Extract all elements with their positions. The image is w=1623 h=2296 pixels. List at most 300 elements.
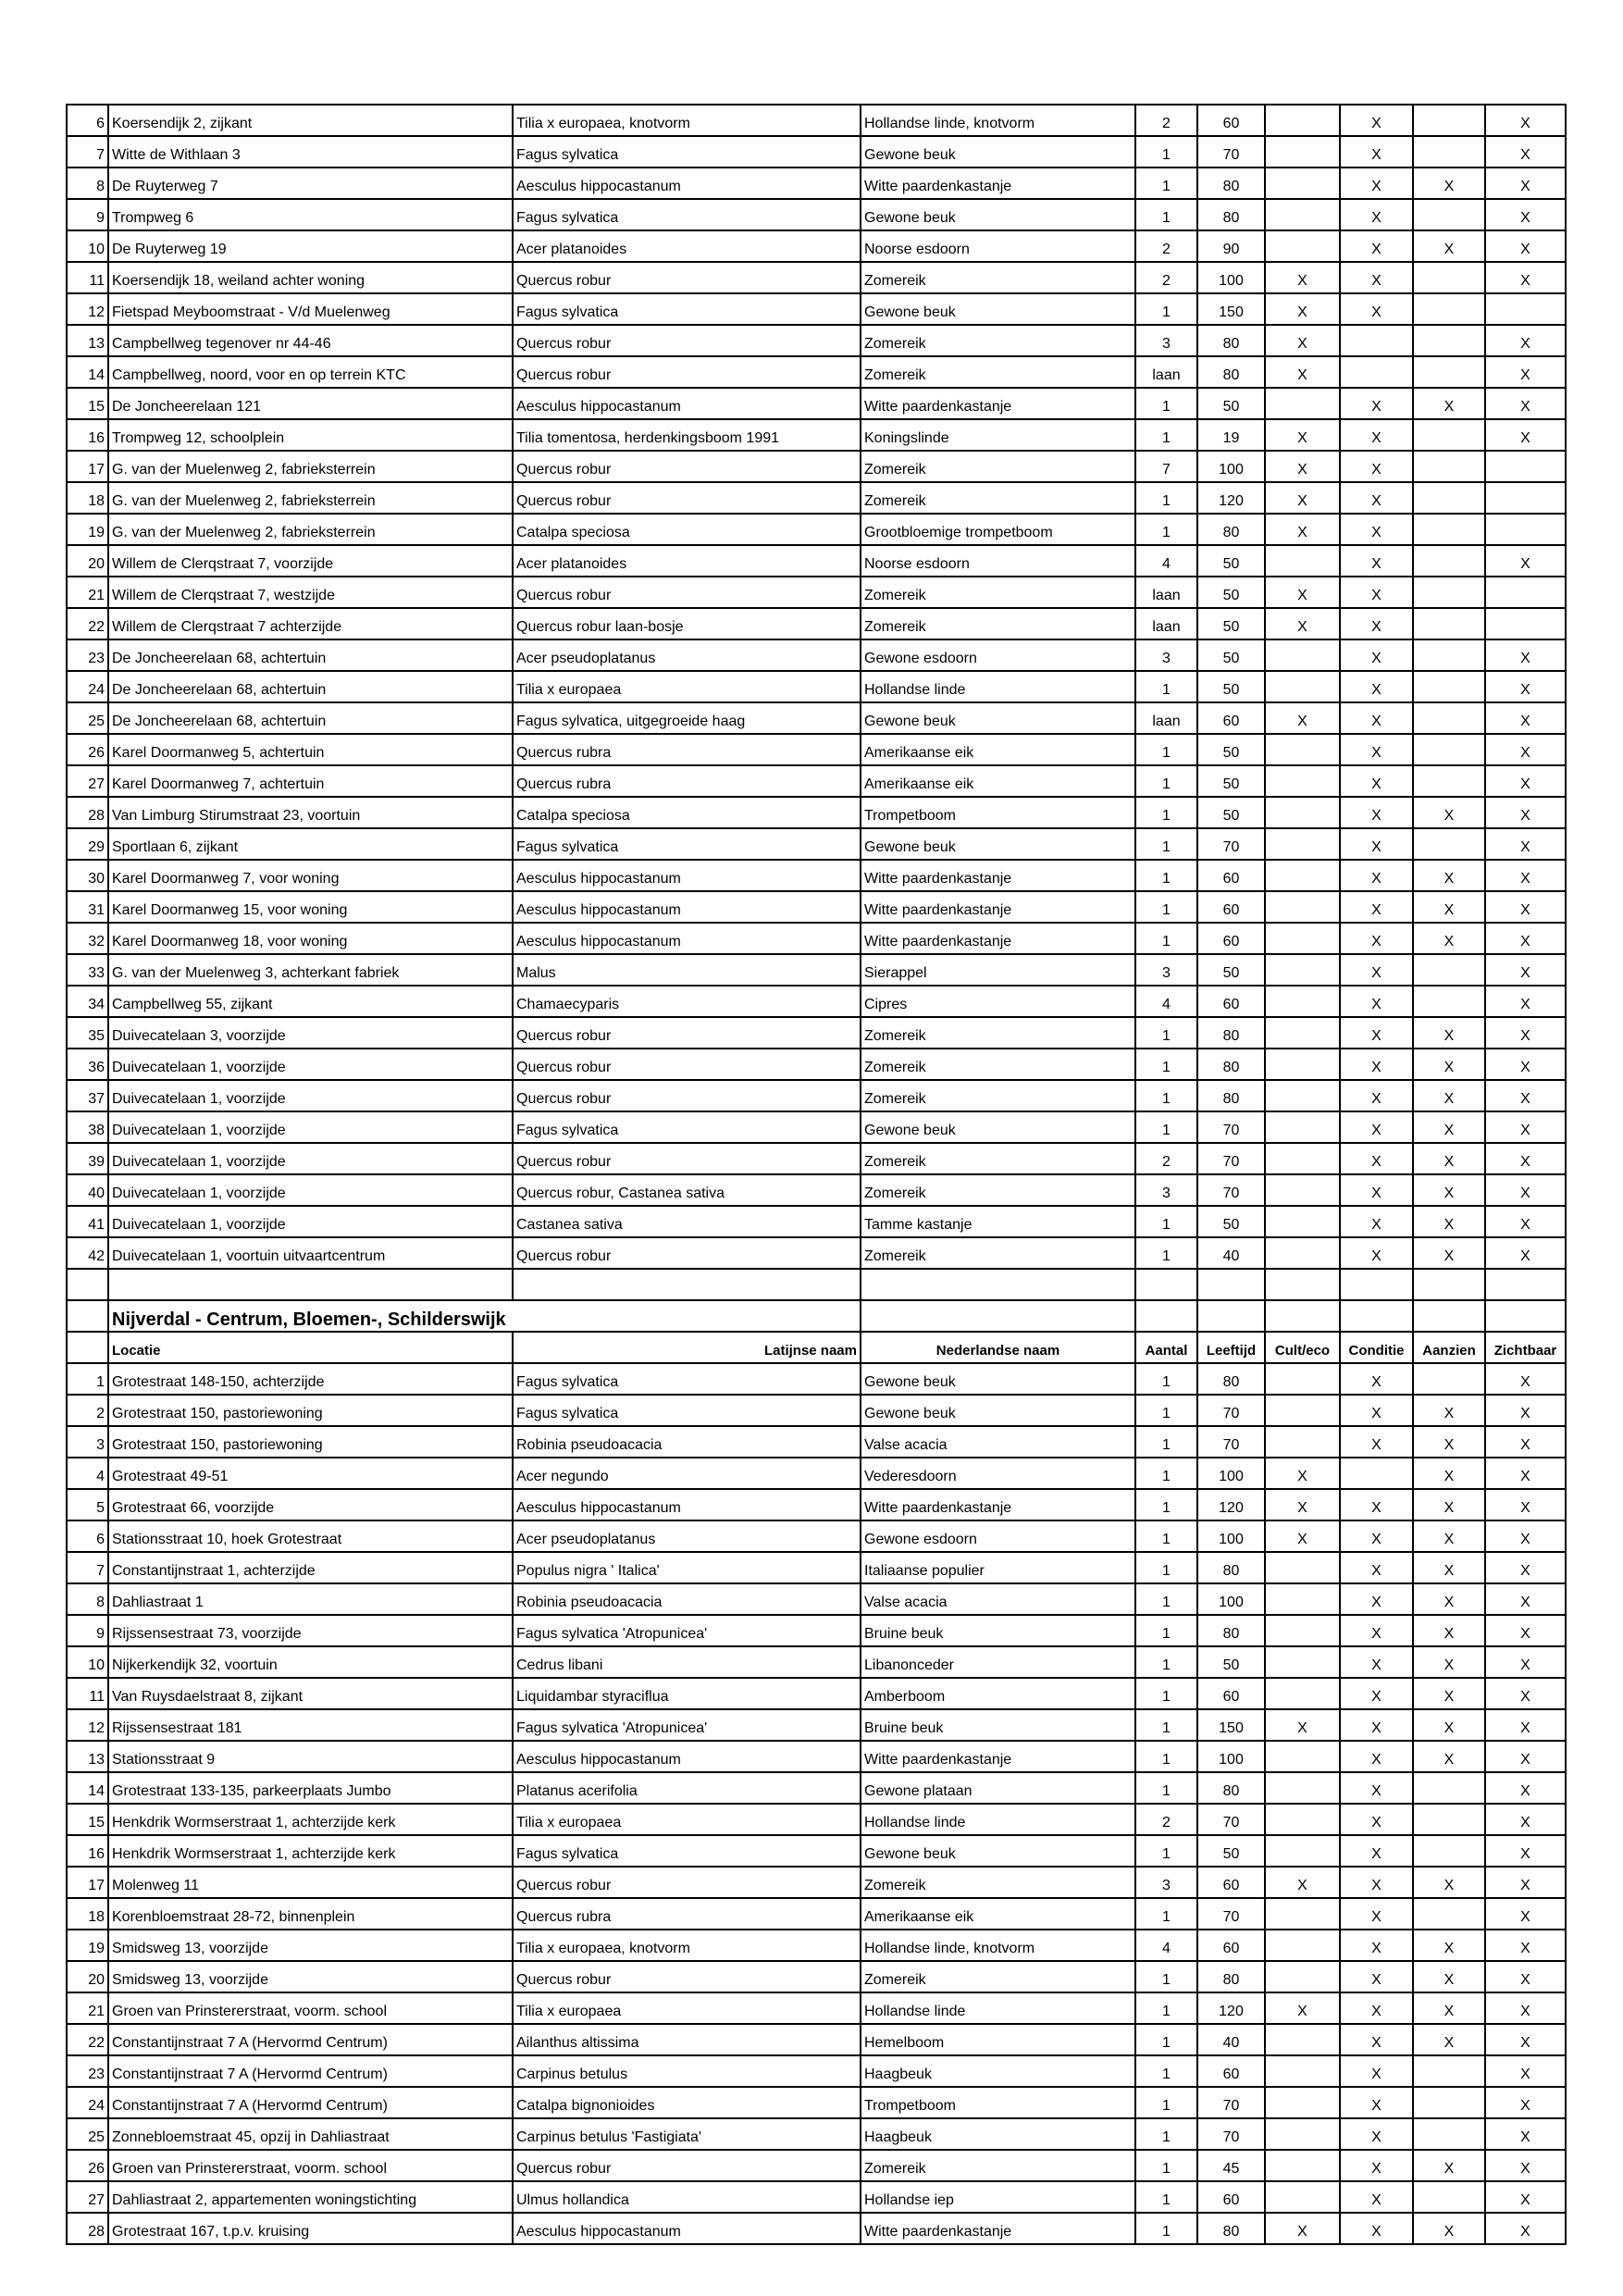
nederlandse-naam-cell: Hollandse iep [861,2181,1135,2213]
row-number: 7 [67,1552,108,1583]
locatie-cell: Van Limburg Stirumstraat 23, voortuin [108,797,513,828]
zichtbaar-mark [1485,451,1566,482]
aanzien-mark [1413,451,1485,482]
latijnse-naam-cell: Fagus sylvatica [513,1363,861,1395]
table-row [67,797,1566,828]
row-number: 14 [67,1772,108,1804]
row-number: 23 [67,2055,108,2087]
latijnse-naam-cell: Quercus robur [513,1237,861,1269]
locatie-cell: G. van der Muelenweg 3, achterkant fabriek [108,954,513,986]
leeftijd-cell: 50 [1197,765,1265,797]
zichtbaar-mark: X [1485,262,1566,293]
conditie-mark: X [1340,1395,1413,1426]
aanzien-mark [1413,325,1485,356]
aantal-cell: 1 [1135,1111,1197,1143]
aantal-cell: 1 [1135,1395,1197,1426]
table-row [67,230,1566,262]
aanzien-mark [1413,262,1485,293]
nederlandse-naam-cell: Gewone beuk [861,136,1135,168]
locatie-cell: Duivecatelaan 1, voorzijde [108,1143,513,1174]
aanzien-mark [1413,2118,1485,2150]
row-number: 19 [67,514,108,545]
conditie-mark: X [1340,1646,1413,1678]
row-number: 15 [67,388,108,419]
table-row [67,1961,1566,1992]
aantal-cell: 1 [1135,2150,1197,2181]
conditie-mark: X [1340,1804,1413,1835]
latijnse-naam-cell: Quercus robur [513,325,861,356]
locatie-cell: Grotestraat 133-135, parkeerplaats Jumbo [108,1772,513,1804]
zichtbaar-mark: X [1485,797,1566,828]
conditie-mark: X [1340,1835,1413,1867]
table-row [67,482,1566,514]
nederlandse-naam-cell: Hollandse linde, knotvorm [861,1930,1135,1961]
leeftijd-cell: 40 [1197,2024,1265,2055]
latijnse-naam-cell: Aesculus hippocastanum [513,388,861,419]
cult-eco-mark [1265,671,1340,702]
aanzien-mark: X [1413,168,1485,199]
zichtbaar-mark [1485,482,1566,514]
conditie-mark: X [1340,1206,1413,1237]
blank-cell [861,1269,1135,1300]
nederlandse-naam-cell: Hollandse linde [861,1992,1135,2024]
cult-eco-mark [1265,1930,1340,1961]
conditie-mark: X [1340,1363,1413,1395]
table-row [67,1615,1566,1646]
locatie-cell: De Joncheerelaan 121 [108,388,513,419]
table-row [67,1930,1566,1961]
leeftijd-cell: 100 [1197,1583,1265,1615]
leeftijd-cell: 70 [1197,1143,1265,1174]
row-number: 31 [67,891,108,923]
aanzien-mark [1413,1772,1485,1804]
row-number: 9 [67,1615,108,1646]
row-number: 34 [67,986,108,1017]
table-row [67,1552,1566,1583]
cult-eco-mark: X [1265,1992,1340,2024]
zichtbaar-mark: X [1485,199,1566,230]
locatie-cell: Henkdrik Wormserstraat 1, achterzijde kerk [108,1835,513,1867]
conditie-mark: X [1340,1520,1413,1552]
cult-eco-mark [1265,1835,1340,1867]
latijnse-naam-cell: Fagus sylvatica 'Atropunicea' [513,1615,861,1646]
table-row [67,105,1566,136]
cult-eco-mark [1265,545,1340,577]
header-aanzien: Aanzien [1413,1332,1485,1363]
locatie-cell: Grotestraat 150, pastoriewoning [108,1395,513,1426]
nederlandse-naam-cell: Italiaanse populier [861,1552,1135,1583]
aanzien-mark: X [1413,1049,1485,1080]
zichtbaar-mark: X [1485,105,1566,136]
row-number: 27 [67,765,108,797]
conditie-mark: X [1340,860,1413,891]
aanzien-mark [1413,356,1485,388]
zichtbaar-mark: X [1485,1552,1566,1583]
latijnse-naam-cell: Quercus robur [513,262,861,293]
aantal-cell: 1 [1135,2213,1197,2244]
latijnse-naam-cell: Chamaecyparis [513,986,861,1017]
latijnse-naam-cell: Tilia x europaea [513,671,861,702]
table-row [67,1426,1566,1458]
aanzien-mark: X [1413,1867,1485,1898]
row-number: 17 [67,1867,108,1898]
blank-cell [1265,1269,1340,1300]
aanzien-mark: X [1413,1017,1485,1049]
row-number: 26 [67,2150,108,2181]
locatie-cell: Karel Doormanweg 5, achtertuin [108,734,513,765]
latijnse-naam-cell: Acer negundo [513,1458,861,1489]
aanzien-mark: X [1413,1237,1485,1269]
aanzien-mark: X [1413,1206,1485,1237]
zichtbaar-mark: X [1485,325,1566,356]
row-number: 41 [67,1206,108,1237]
aantal-cell: 1 [1135,1615,1197,1646]
latijnse-naam-cell: Acer platanoides [513,545,861,577]
locatie-cell: Dahliastraat 1 [108,1583,513,1615]
conditie-mark: X [1340,1143,1413,1174]
cult-eco-mark [1265,639,1340,671]
latijnse-naam-cell: Castanea sativa [513,1206,861,1237]
row-number: 25 [67,2118,108,2150]
aantal-cell: 3 [1135,954,1197,986]
nederlandse-naam-cell: Zomereik [861,325,1135,356]
blank-cell [1413,1300,1485,1332]
locatie-cell: Witte de Withlaan 3 [108,136,513,168]
nederlandse-naam-cell: Sierappel [861,954,1135,986]
aantal-cell: laan [1135,577,1197,608]
conditie-mark: X [1340,1930,1413,1961]
row-number: 36 [67,1049,108,1080]
row-number: 30 [67,860,108,891]
blank-cell [67,1332,108,1363]
aanzien-mark [1413,293,1485,325]
table-row [67,262,1566,293]
leeftijd-cell: 150 [1197,293,1265,325]
aanzien-mark: X [1413,388,1485,419]
zichtbaar-mark: X [1485,419,1566,451]
cult-eco-mark [1265,230,1340,262]
table-row [67,1143,1566,1174]
table-row [67,702,1566,734]
latijnse-naam-cell: Ulmus hollandica [513,2181,861,2213]
leeftijd-cell: 50 [1197,671,1265,702]
aantal-cell: laan [1135,702,1197,734]
row-number: 16 [67,1835,108,1867]
nederlandse-naam-cell: Trompetboom [861,2087,1135,2118]
aanzien-mark: X [1413,1489,1485,1520]
nederlandse-naam-cell: Gewone beuk [861,1363,1135,1395]
nederlandse-naam-cell: Gewone esdoorn [861,1520,1135,1552]
leeftijd-cell: 60 [1197,860,1265,891]
locatie-cell: Sportlaan 6, zijkant [108,828,513,860]
leeftijd-cell: 50 [1197,1835,1265,1867]
aanzien-mark: X [1413,1678,1485,1709]
zichtbaar-mark: X [1485,1867,1566,1898]
aanzien-mark [1413,2181,1485,2213]
cult-eco-mark [1265,2181,1340,2213]
table-row [67,356,1566,388]
nederlandse-naam-cell: Grootbloemige trompetboom [861,514,1135,545]
zichtbaar-mark: X [1485,1835,1566,1867]
nederlandse-naam-cell: Zomereik [861,1143,1135,1174]
cult-eco-mark: X [1265,356,1340,388]
cult-eco-mark [1265,734,1340,765]
nederlandse-naam-cell: Gewone beuk [861,1835,1135,1867]
latijnse-naam-cell: Carpinus betulus [513,2055,861,2087]
conditie-mark: X [1340,1772,1413,1804]
conditie-mark: X [1340,1552,1413,1583]
cult-eco-mark [1265,1237,1340,1269]
leeftijd-cell: 120 [1197,1992,1265,2024]
leeftijd-cell: 80 [1197,325,1265,356]
cult-eco-mark [1265,1395,1340,1426]
zichtbaar-mark: X [1485,1898,1566,1930]
locatie-cell: De Joncheerelaan 68, achtertuin [108,671,513,702]
cult-eco-mark [1265,954,1340,986]
locatie-cell: Nijkerkendijk 32, voortuin [108,1646,513,1678]
aantal-cell: 1 [1135,388,1197,419]
row-number: 3 [67,1426,108,1458]
aantal-cell: 4 [1135,1930,1197,1961]
leeftijd-cell: 70 [1197,828,1265,860]
zichtbaar-mark: X [1485,136,1566,168]
zichtbaar-mark: X [1485,1458,1566,1489]
locatie-cell: Rijssensestraat 73, voorzijde [108,1615,513,1646]
leeftijd-cell: 60 [1197,702,1265,734]
nederlandse-naam-cell: Hollandse linde [861,671,1135,702]
nederlandse-naam-cell: Witte paardenkastanje [861,1489,1135,1520]
row-number: 19 [67,1930,108,1961]
aantal-cell: 1 [1135,1237,1197,1269]
aantal-cell: 3 [1135,639,1197,671]
conditie-mark: X [1340,671,1413,702]
latijnse-naam-cell: Quercus rubra [513,734,861,765]
row-number: 23 [67,639,108,671]
locatie-cell: Duivecatelaan 3, voorzijde [108,1017,513,1049]
cult-eco-mark [1265,828,1340,860]
aantal-cell: laan [1135,608,1197,639]
leeftijd-cell: 80 [1197,2213,1265,2244]
aantal-cell: 1 [1135,1520,1197,1552]
cult-eco-mark [1265,1017,1340,1049]
nederlandse-naam-cell: Witte paardenkastanje [861,2213,1135,2244]
latijnse-naam-cell: Fagus sylvatica [513,136,861,168]
aanzien-mark: X [1413,2213,1485,2244]
zichtbaar-mark: X [1485,2181,1566,2213]
latijnse-naam-cell: Robinia pseudoacacia [513,1426,861,1458]
conditie-mark: X [1340,1080,1413,1111]
nederlandse-naam-cell: Valse acacia [861,1426,1135,1458]
zichtbaar-mark: X [1485,891,1566,923]
nederlandse-naam-cell: Gewone esdoorn [861,639,1135,671]
blank-cell [1135,1269,1197,1300]
cult-eco-mark [1265,1426,1340,1458]
row-number: 12 [67,1709,108,1741]
section-2-rows [67,1363,1566,2244]
nederlandse-naam-cell: Amberboom [861,1678,1135,1709]
table-row [67,514,1566,545]
leeftijd-cell: 150 [1197,1709,1265,1741]
leeftijd-cell: 80 [1197,1552,1265,1583]
aanzien-mark [1413,482,1485,514]
table-row [67,986,1566,1017]
locatie-cell: Grotestraat 167, t.p.v. kruising [108,2213,513,2244]
row-number: 22 [67,2024,108,2055]
conditie-mark [1340,325,1413,356]
table-row [67,2055,1566,2087]
aanzien-mark [1413,419,1485,451]
table-row [67,1206,1566,1237]
nederlandse-naam-cell: Zomereik [861,1017,1135,1049]
conditie-mark: X [1340,545,1413,577]
table-row [67,828,1566,860]
zichtbaar-mark: X [1485,954,1566,986]
table-row [67,2024,1566,2055]
table-row [67,545,1566,577]
aantal-cell: 2 [1135,230,1197,262]
latijnse-naam-cell: Quercus robur [513,1080,861,1111]
latijnse-naam-cell: Aesculus hippocastanum [513,891,861,923]
table-row [67,419,1566,451]
table-row [67,1458,1566,1489]
tree-inventory-table [66,104,1567,2245]
nederlandse-naam-cell: Zomereik [861,1080,1135,1111]
leeftijd-cell: 80 [1197,1961,1265,1992]
conditie-mark: X [1340,1867,1413,1898]
latijnse-naam-cell: Fagus sylvatica [513,1395,861,1426]
cult-eco-mark [1265,1741,1340,1772]
cult-eco-mark [1265,1143,1340,1174]
zichtbaar-mark: X [1485,388,1566,419]
nederlandse-naam-cell: Hollandse linde [861,1804,1135,1835]
header-zichtbaar: Zichtbaar [1485,1332,1566,1363]
conditie-mark: X [1340,2118,1413,2150]
locatie-cell: Rijssensestraat 181 [108,1709,513,1741]
blank-cell [1135,1300,1197,1332]
leeftijd-cell: 60 [1197,2181,1265,2213]
cult-eco-mark: X [1265,262,1340,293]
zichtbaar-mark: X [1485,1049,1566,1080]
latijnse-naam-cell: Acer pseudoplatanus [513,1520,861,1552]
cult-eco-mark [1265,1049,1340,1080]
row-number: 16 [67,419,108,451]
aantal-cell: 1 [1135,1741,1197,1772]
leeftijd-cell: 60 [1197,1678,1265,1709]
row-number: 25 [67,702,108,734]
row-number: 40 [67,1174,108,1206]
zichtbaar-mark: X [1485,1143,1566,1174]
aanzien-mark: X [1413,1741,1485,1772]
leeftijd-cell: 100 [1197,451,1265,482]
row-number: 29 [67,828,108,860]
conditie-mark: X [1340,1615,1413,1646]
aanzien-mark: X [1413,1111,1485,1143]
aantal-cell: 1 [1135,860,1197,891]
zichtbaar-mark: X [1485,2150,1566,2181]
aantal-cell: 2 [1135,105,1197,136]
aantal-cell: 4 [1135,545,1197,577]
table-row [67,1646,1566,1678]
blank-cell [67,1300,108,1332]
aanzien-mark: X [1413,923,1485,954]
locatie-cell: Campbellweg 55, zijkant [108,986,513,1017]
header-cult-eco: Cult/eco [1265,1332,1340,1363]
row-number: 17 [67,451,108,482]
latijnse-naam-cell: Malus [513,954,861,986]
conditie-mark: X [1340,828,1413,860]
table-row [67,2213,1566,2244]
conditie-mark: X [1340,954,1413,986]
cult-eco-mark: X [1265,325,1340,356]
locatie-cell: Willem de Clerqstraat 7 achterzijde [108,608,513,639]
aantal-cell: 2 [1135,1804,1197,1835]
conditie-mark: X [1340,451,1413,482]
aantal-cell: 1 [1135,1898,1197,1930]
table-row [67,136,1566,168]
leeftijd-cell: 60 [1197,1867,1265,1898]
locatie-cell: De Joncheerelaan 68, achtertuin [108,702,513,734]
row-number: 21 [67,577,108,608]
locatie-cell: Duivecatelaan 1, voorzijde [108,1206,513,1237]
conditie-mark: X [1340,293,1413,325]
cult-eco-mark [1265,765,1340,797]
aanzien-mark: X [1413,1930,1485,1961]
table-row [67,1772,1566,1804]
aanzien-mark [1413,671,1485,702]
nederlandse-naam-cell: Libanonceder [861,1646,1135,1678]
zichtbaar-mark: X [1485,1174,1566,1206]
nederlandse-naam-cell: Zomereik [861,482,1135,514]
aanzien-mark: X [1413,1583,1485,1615]
locatie-cell: G. van der Muelenweg 2, fabrieksterrein [108,514,513,545]
zichtbaar-mark: X [1485,1804,1566,1835]
conditie-mark: X [1340,1049,1413,1080]
conditie-mark: X [1340,1961,1413,1992]
latijnse-naam-cell: Fagus sylvatica [513,828,861,860]
row-number: 7 [67,136,108,168]
cult-eco-mark [1265,1678,1340,1709]
latijnse-naam-cell: Ailanthus altissima [513,2024,861,2055]
table-row [67,1080,1566,1111]
aanzien-mark [1413,954,1485,986]
latijnse-naam-cell: Cedrus libani [513,1646,861,1678]
latijnse-naam-cell: Aesculus hippocastanum [513,923,861,954]
header-nederlandse-naam: Nederlandse naam [861,1332,1135,1363]
table-row [67,1678,1566,1709]
nederlandse-naam-cell: Bruine beuk [861,1709,1135,1741]
locatie-cell: Grotestraat 49-51 [108,1458,513,1489]
table-row [67,2087,1566,2118]
zichtbaar-mark: X [1485,2118,1566,2150]
locatie-cell: Dahliastraat 2, appartementen woningstichting [108,2181,513,2213]
latijnse-naam-cell: Quercus robur [513,356,861,388]
zichtbaar-mark: X [1485,1363,1566,1395]
leeftijd-cell: 80 [1197,1049,1265,1080]
table-row [67,1174,1566,1206]
cult-eco-mark [1265,1174,1340,1206]
latijnse-naam-cell: Aesculus hippocastanum [513,2213,861,2244]
aanzien-mark: X [1413,230,1485,262]
table-row [67,2181,1566,2213]
table-row [67,1363,1566,1395]
latijnse-naam-cell: Fagus sylvatica [513,199,861,230]
zichtbaar-mark: X [1485,1646,1566,1678]
aanzien-mark: X [1413,1709,1485,1741]
blank-cell [1197,1269,1265,1300]
table-row [67,1992,1566,2024]
cult-eco-mark [1265,797,1340,828]
latijnse-naam-cell: Fagus sylvatica [513,293,861,325]
